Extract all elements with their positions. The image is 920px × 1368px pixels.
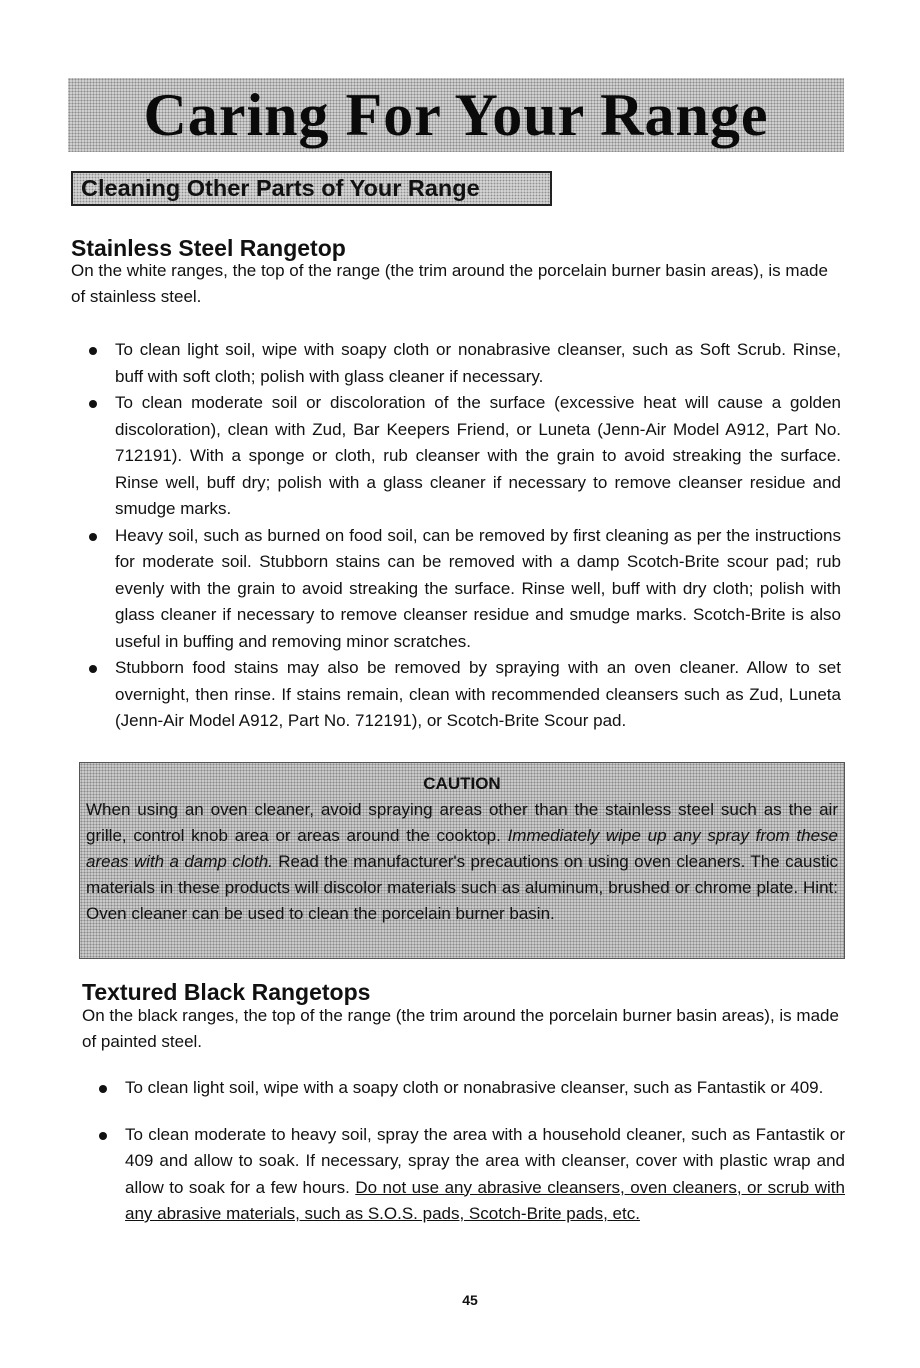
bullet-icon [89,347,97,355]
page-title: Caring For Your Range [143,81,769,148]
list-item-text: Stubborn food stains may also be removed by spraying with an oven cleaner. Allow to set overnight, then rinse. If stains remain, clean with recommended cleansers such as Zud, Luneta (Jenn-Air Model A912, Part No. 712191), or Scotch-Brite Scour pad. [115,658,841,730]
list-item-text: To clean moderate to heavy soil, spray the area with a household cleaner, such as Fantastik or 409 and allow to soak. If necessary, spray the area with cleanser, cover with plastic wrap and allow to soak for a few hours. [125,1124,845,1197]
section-tab [71,171,552,206]
bullet-icon [89,400,97,408]
stainless-intro: On the white ranges, the top of the range (the trim around the porcelain burner basin areas), is made of stainless steel. [71,261,828,306]
list-item-text: To clean light soil, wipe with soapy cloth or nonabrasive cleanser, such as Soft Scrub. Rinse, buff with soft cloth; polish with glass cleaner if necessary. [115,340,841,386]
textured-intro: On the black ranges, the top of the range (the trim around the porcelain burner basin areas), is made of painted steel. [82,1006,839,1051]
list-item-text: To clean light soil, wipe with a soapy cloth or nonabrasive cleanser, such as Fantastik or 409. [125,1078,824,1097]
textured-bullet-list [99,1075,845,1228]
bullet-icon [99,1132,107,1140]
list-item-text: Heavy soil, such as burned on food soil, can be removed by first cleaning as per the instructions for moderate soil. Stubborn stains can be removed with a damp Scotch-Brite scour pad; rub evenly with the grain to avoid streaking the surface. Rinse well, buff with dry cloth; polish with glass cleaner if necessary to remove cleanser residue and smudge marks. Scotch-Brite is also useful in buffing and removing minor scratches. [115,525,841,651]
list-item-text: To clean moderate soil or discoloration of the surface (excessive heat will cause a golden discoloration), clean with Zud, Bar Keepers Friend, or Luneta (Jenn-Air Model A912, Part No. 712191). With a sponge or cloth, rub cleanser with the grain to avoid streaking the surface. Rinse well, buff dry; polish with a glass cleaner if necessary to remove cleanser residue and smudge marks. [115,393,841,518]
caution-box [79,762,845,959]
list-item [89,523,841,656]
stainless-bullet-list [89,337,841,735]
textured-heading: Textured Black Rangetops [82,979,371,1005]
caution-italic-text: Immediately wipe up any spray from these areas with a damp cloth. [86,826,838,871]
list-item [99,1075,845,1102]
list-item [89,390,841,523]
title-banner [68,78,844,152]
section-tab-label: Cleaning Other Parts of Your Range [81,175,480,201]
page-number: 45 [462,1292,478,1308]
caution-text: When using an oven cleaner, avoid spraying areas other than the stainless steel such as the air grille, control knob area or areas around the cooktop. [86,800,838,845]
list-item [99,1122,845,1228]
list-item [89,655,841,735]
warning-underlined-text: Do not use any abrasive cleansers, oven cleaners, or scrub with any abrasive materials, such as S.O.S. pads, Scotch-Brite pads, etc. [125,1177,845,1223]
caution-title: CAUTION [423,774,501,793]
list-item [89,337,841,390]
bullet-icon [89,533,97,541]
caution-text-after: Read the manufacturer's precautions on using oven cleaners. The caustic materials in these products will discolor materials such as aluminum, brushed or chrome plate. Hint: Oven cleaner can be used to clean the porcelain burner basin. [86,852,838,923]
bullet-icon [99,1085,107,1093]
bullet-icon [89,665,97,673]
stainless-heading: Stainless Steel Rangetop [71,235,346,261]
